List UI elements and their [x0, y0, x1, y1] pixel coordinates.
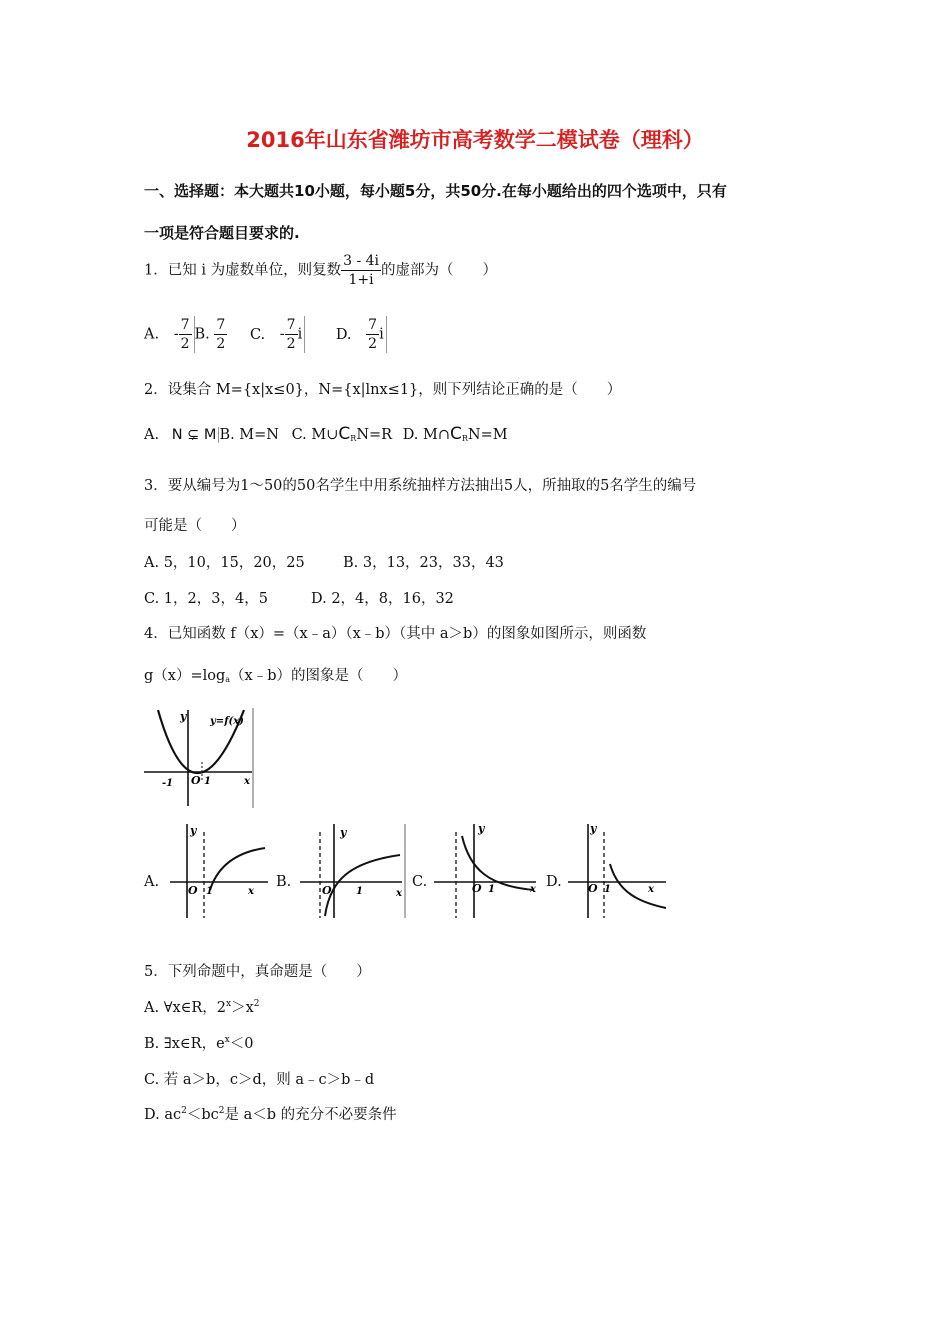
q3-option-d: D. 2，4，8，16，32 [311, 591, 454, 607]
q2-option-c-pre: C. M∪ [291, 427, 339, 443]
q5-option-c: C. 若 a＞b，c＞d，则 a﹣c＞b﹣d [144, 1072, 375, 1088]
q1-option-a [174, 316, 195, 353]
q1-a-num: 7 [180, 317, 190, 333]
q3-option-c: C. 1，2，3，4，5 [144, 591, 268, 607]
q4-graph-a [170, 820, 272, 920]
one-label: 1 [488, 884, 495, 895]
q1-option-a-sign: - [173, 326, 179, 343]
q4-line2-sub: a [225, 675, 231, 684]
q1-c-i: i [297, 326, 303, 343]
curve [610, 864, 666, 908]
origin-label: O [472, 882, 482, 895]
q1-fraction-den: 1+i [348, 272, 374, 288]
question-1 [144, 252, 497, 289]
q3-option-a: A. 5，10，15，20，25 [144, 555, 305, 571]
q1-stem-pre: 1．已知 i 为虚数单位，则复数 [144, 262, 342, 279]
q2-option-a-expr: N ⊊ M [172, 427, 220, 443]
axis-x-label: x [530, 884, 536, 895]
question-4-line2 [144, 664, 407, 685]
graph-f-one: 1 [204, 776, 211, 787]
q1-option-b [214, 316, 227, 353]
graph-f [144, 706, 256, 808]
q1-d-num: 7 [368, 317, 378, 333]
q1-option-b-label: B. [194, 326, 210, 343]
question-5: 5．下列命题中，真命题是（ ） [144, 964, 371, 980]
one-label: 1 [604, 884, 611, 895]
q2-option-c [291, 424, 393, 444]
q2-option-d-pre: D. M∩ [402, 427, 451, 443]
axis-x-label: x [396, 888, 402, 899]
q4-graph-b [300, 820, 408, 920]
q4-line2-post: （x﹣b）的图象是（ ） [230, 668, 408, 684]
q5-d-sup2: 2 [218, 1106, 225, 1116]
q1-c-den: 2 [286, 336, 296, 352]
origin-label: O [188, 884, 198, 897]
q5-b-sup: x [224, 1035, 230, 1045]
q2-option-c-post: N=R [356, 427, 393, 443]
q1-option-c-sign: - [279, 326, 285, 343]
q5-b-pre: B. ∃x∈R，e [144, 1036, 225, 1052]
question-4-line1: 4．已知函数 f（x）=（x﹣a）（x﹣b）（其中 a＞b）的图象如图所示，则函数 [144, 626, 647, 642]
q4-option-d-label: D. [546, 874, 562, 890]
section-heading-line1: 一、选择题：本大题共10小题，每小题5分，共50分.在每小题给出的四个选项中，只有 [144, 182, 727, 200]
q1-c-num: 7 [286, 317, 296, 333]
axis-y-label: y [590, 822, 597, 835]
q2-option-a-label: A. [144, 427, 160, 443]
q4-option-b-label: B. [276, 874, 292, 890]
q2-option-d-post: N=M [467, 427, 508, 443]
q1-a-den: 2 [180, 336, 190, 352]
axis-y-label: y [190, 824, 197, 837]
q5-option-b [144, 1032, 253, 1053]
complement-symbol: C [338, 424, 351, 444]
q5-a-mid: ＞x [231, 1000, 254, 1016]
q5-d-mid: ＜bc [186, 1107, 219, 1123]
page-title: 2016年山东省潍坊市高考数学二模试卷（理科） [246, 128, 704, 152]
q4-line2-pre: g（x）=log [144, 668, 226, 684]
curve [210, 848, 265, 890]
origin-label: O [588, 882, 598, 895]
q1-b-den: 2 [216, 336, 226, 352]
graph-f-minus-one: -1 [162, 778, 174, 789]
q1-fraction [341, 252, 381, 289]
q2-options [144, 424, 508, 444]
q1-options [144, 316, 387, 353]
q5-b-post: ＜0 [229, 1036, 254, 1052]
question-3-line1: 3．要从编号为1～50的50名学生中用系统抽样方法抽出5人，所抽取的5名学生的编号 [144, 478, 697, 494]
q3-option-b: B. 3，13，23，33，43 [343, 555, 504, 571]
q1-b-num: 7 [216, 317, 226, 333]
q4-option-c-label: C. [412, 874, 428, 890]
q5-d-post: 是 a＜b 的充分不必要条件 [224, 1107, 397, 1123]
q5-a-sup2: 2 [253, 999, 260, 1009]
q5-d-pre: D. ac [144, 1107, 182, 1123]
q1-option-c [280, 316, 305, 353]
graph-f-y-label: y [180, 710, 187, 723]
axis-y-label: y [478, 822, 485, 835]
axis-x-label: x [248, 886, 254, 897]
graph-f-curve-label: y=f(x) [210, 716, 244, 727]
q1-option-d [366, 316, 387, 353]
q5-a-sup1: x [226, 999, 232, 1009]
question-2: 2．设集合 M={x|x≤0}，N={x|lnx≤1}，则下列结论正确的是（ ） [144, 382, 622, 398]
complement-sub: R [461, 434, 468, 443]
q1-stem-post: 的虚部为（ ） [381, 262, 498, 279]
q5-option-a [144, 996, 260, 1017]
q4-graph-c [434, 820, 542, 920]
q4-graph-d [568, 820, 672, 920]
one-label: 1 [206, 886, 213, 897]
origin-label: O [322, 884, 332, 897]
q2-option-b: B. M=N [219, 427, 279, 443]
one-label: 1 [356, 886, 363, 897]
q5-a-pre: A. ∀x∈R，2 [144, 1000, 226, 1016]
q5-d-sup1: 2 [181, 1106, 187, 1116]
q4-option-a-label: A. [144, 874, 160, 890]
q1-option-d-label: D. [335, 326, 352, 343]
q2-option-d [402, 424, 508, 444]
q1-option-a-label: A. [144, 326, 160, 343]
graph-f-x-label: x [244, 776, 250, 787]
q5-option-d [144, 1103, 397, 1124]
q1-d-den: 2 [368, 336, 378, 352]
complement-sub: R [350, 434, 357, 443]
question-3-line2: 可能是（ ） [144, 518, 246, 534]
axis-x-label: x [648, 884, 654, 895]
q1-fraction-num: 3 - 4i [343, 253, 380, 269]
complement-symbol: C [450, 424, 462, 444]
axis-y-label: y [340, 826, 347, 839]
q1-d-i: i [379, 326, 384, 343]
graph-f-origin: O [191, 774, 201, 787]
q1-option-c-label: C. [249, 326, 266, 343]
section-heading-line2: 一项是符合题目要求的. [144, 224, 300, 242]
